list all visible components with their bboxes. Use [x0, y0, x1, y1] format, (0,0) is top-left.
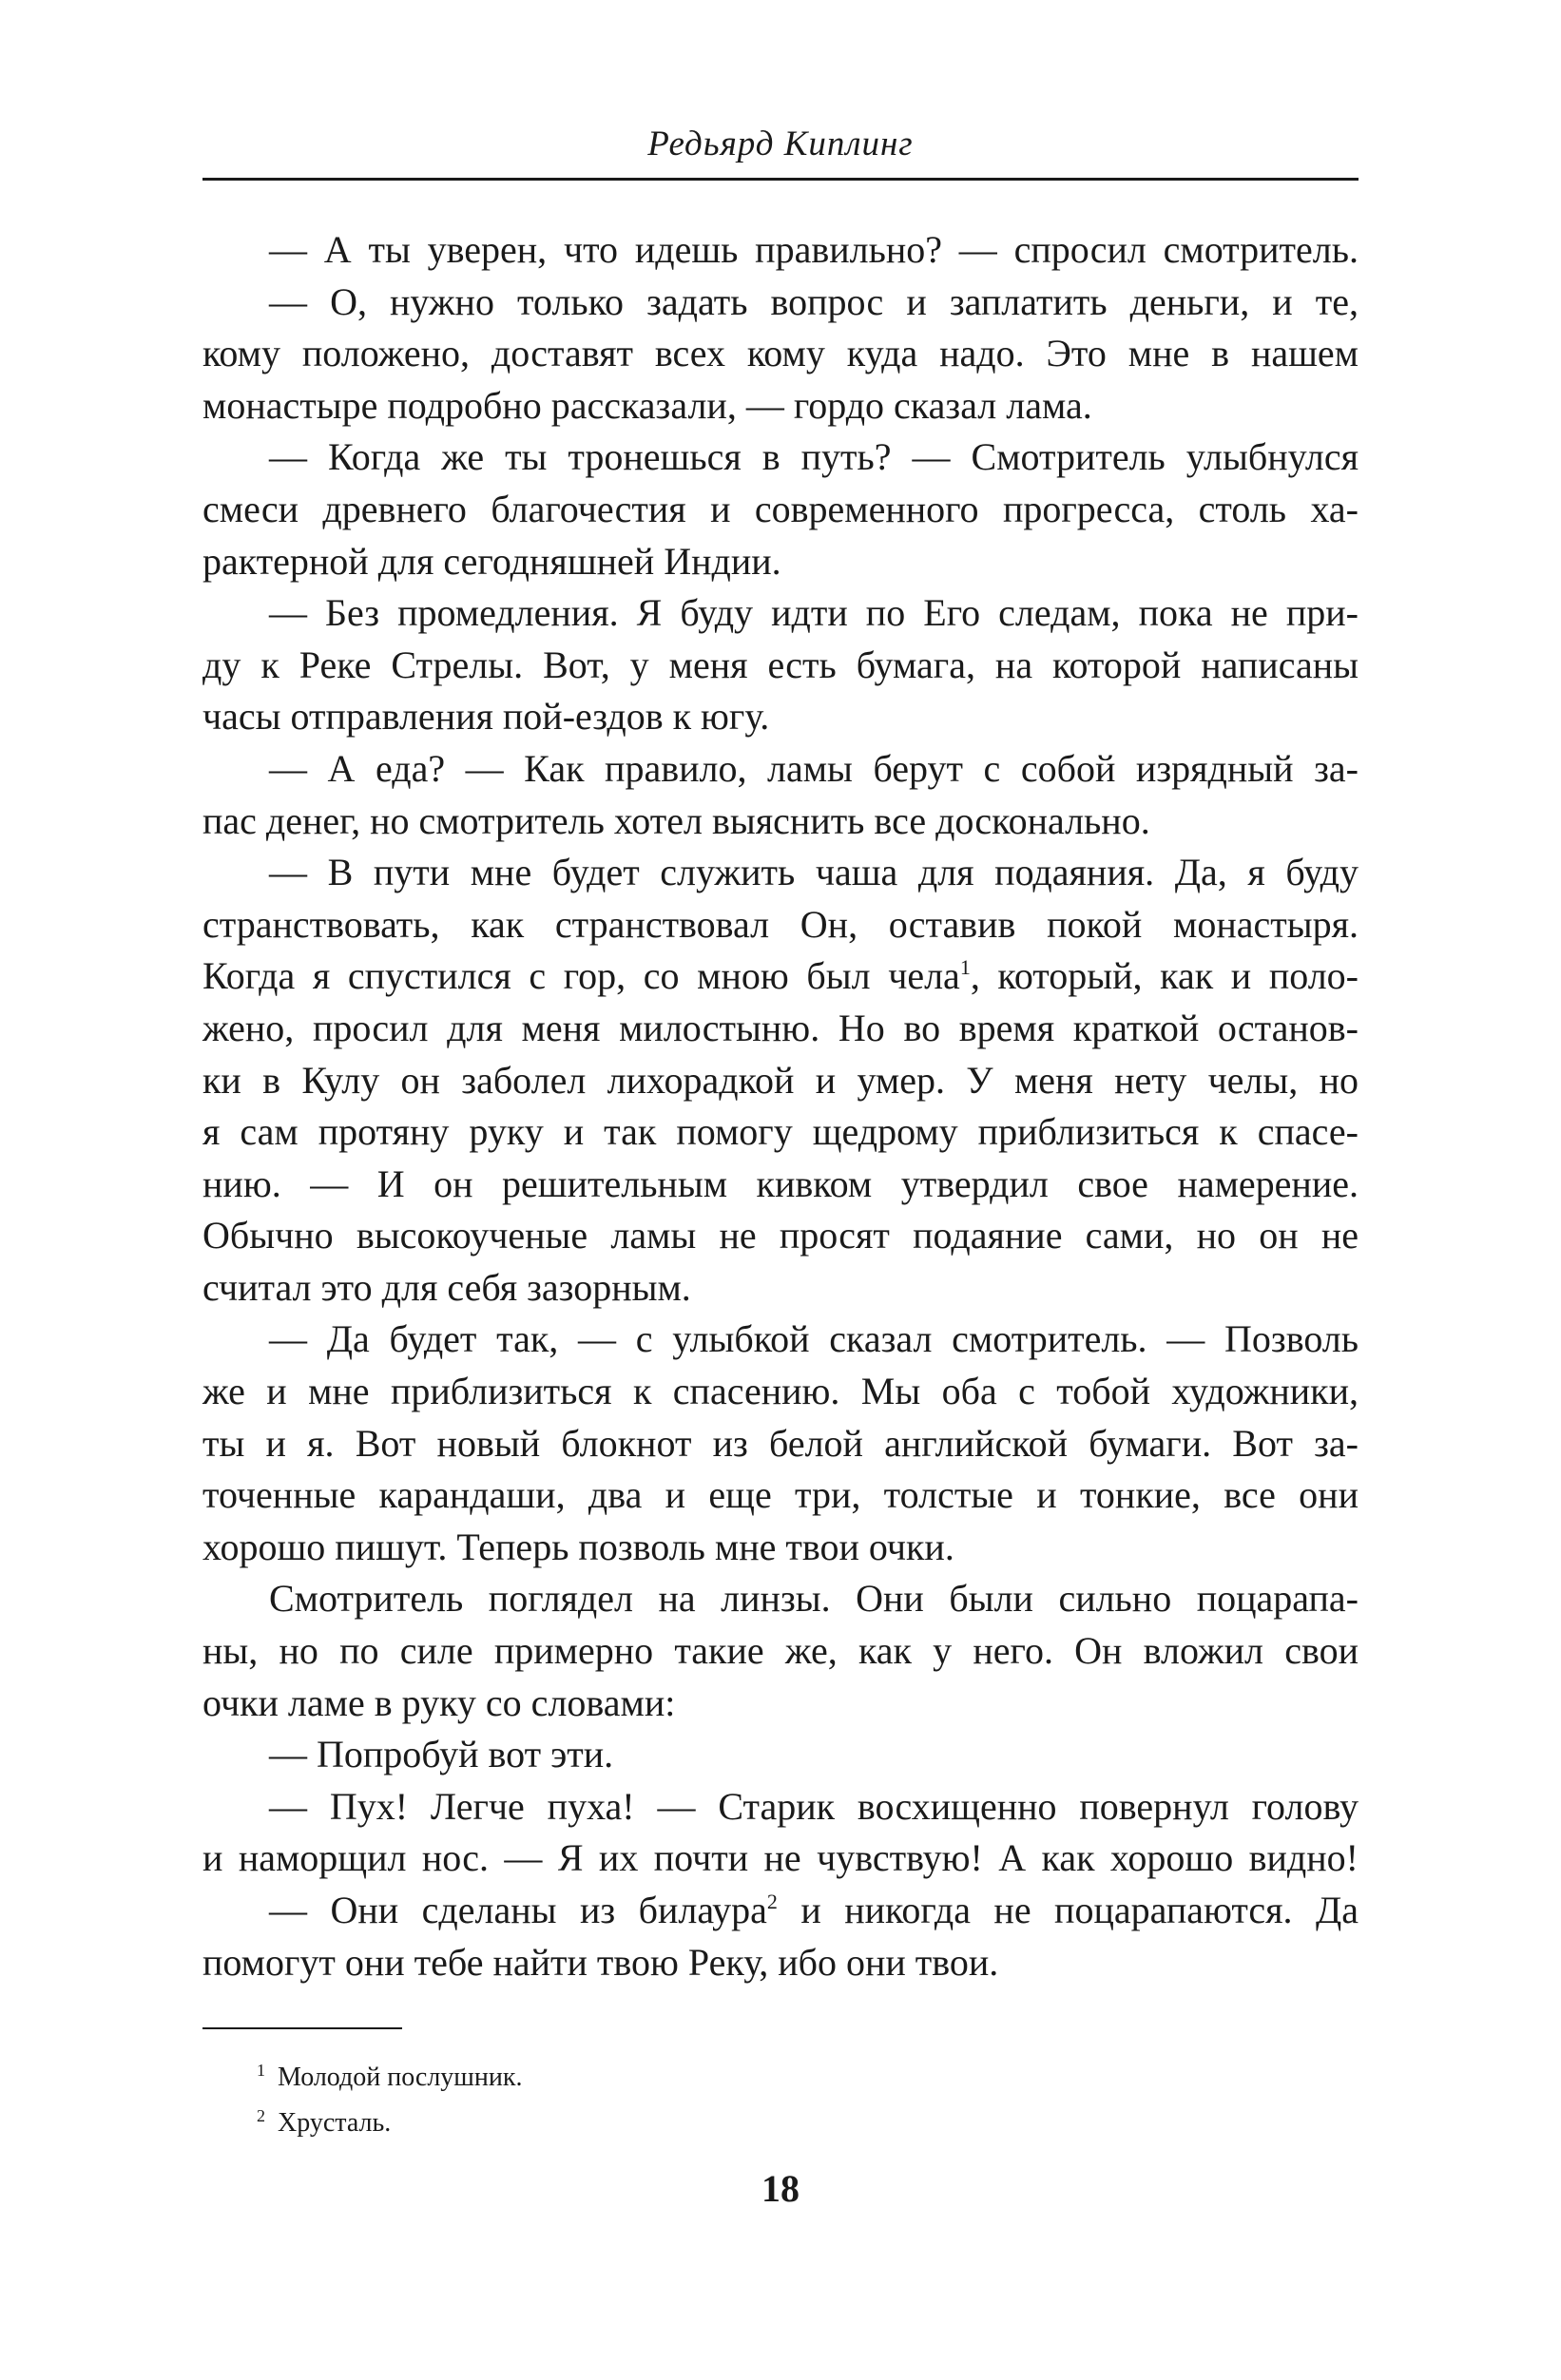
- text-line: [202, 950, 1359, 1003]
- header-rule: [202, 178, 1359, 181]
- text-line: рактерной для сегодняшней Индии.: [202, 539, 781, 583]
- text-line: очки ламе в руку со словами:: [202, 1680, 676, 1724]
- text-line: ны, но по силе примерно такие же, как у него. Он вложил свои: [202, 1629, 1359, 1673]
- text-line: — Без промедления. Я буду идти по Его следам, пока не при-: [269, 591, 1359, 635]
- text-line: — Пух! Легче пуха! — Старик восхищенно повернул голову: [269, 1784, 1359, 1828]
- footnote-ref-2[interactable]: 2: [766, 1890, 778, 1913]
- footnote-number: 2: [257, 2106, 265, 2125]
- text-line: — Попробуй вот эти.: [269, 1733, 614, 1776]
- text-line: монастыре подробно рассказали, — гордо сказал лама.: [202, 383, 1092, 427]
- text-fragment: , который, как и поло-: [970, 954, 1359, 998]
- footnote-1: [257, 2051, 1302, 2097]
- text-line: помогут они тебе найти твою Реку, ибо они твои.: [202, 1940, 999, 1984]
- text-line: — О, нужно только задать вопрос и заплатить деньги, и те,: [269, 279, 1359, 323]
- text-line: жено, просил для меня милостыню. Но во время краткой останов-: [202, 1006, 1359, 1049]
- footnotes: [257, 2051, 1302, 2142]
- text-line: пас денег, но смотритель хотел выяснить все досконально.: [202, 798, 1150, 842]
- footnote-text: Хрусталь.: [278, 2108, 392, 2138]
- text-line: — Да будет так, — с улыбкой сказал смотритель. — Позволь: [269, 1317, 1359, 1361]
- running-title: Редьярд Киплинг: [647, 125, 914, 163]
- text-line: странствовать, как странствовал Он, оставив покой монастыря.: [202, 902, 1359, 946]
- text-line: кому положено, доставят всех кому куда надо. Это мне в нашем: [202, 332, 1359, 375]
- text-line: ты и я. Вот новый блокнот из белой английской бумаги. Вот за-: [202, 1421, 1359, 1465]
- text-fragment: — Они сделаны из билаура: [269, 1889, 767, 1931]
- footnote-2: [257, 2097, 1302, 2142]
- text-line: — А ты уверен, что идешь правильно? — спросил смотритель.: [269, 228, 1359, 271]
- text-line: Обычно высокоученые ламы не просят подаяние сами, но он не: [202, 1214, 1359, 1257]
- text-line: ки в Кулу он заболел лихорадкой и умер. У меня нету челы, но: [202, 1058, 1359, 1102]
- text-line: часы отправления пой-ездов к югу.: [202, 695, 770, 739]
- text-line: нию. — И он решительным кивком утвердил свое намерение.: [202, 1161, 1359, 1205]
- text-line: и наморщил нос. — Я их почти не чувствую! А как хорошо видно!: [202, 1836, 1359, 1880]
- text-line: — А еда? — Как правило, ламы берут с собой изрядный за-: [269, 746, 1359, 790]
- text-line: — Когда же ты тронешься в путь? — Смотритель улыбнулся: [269, 435, 1359, 479]
- footnote-text: Молодой послушник.: [278, 2063, 523, 2092]
- footnote-ref-1[interactable]: 1: [959, 955, 971, 980]
- text-line: я сам протяну руку и так помогу щедрому приблизиться к спасе-: [202, 1110, 1359, 1154]
- text-line: смеси древнего благочестия и современного прогресса, столь ха-: [202, 487, 1359, 530]
- text-line: ду к Реке Стрелы. Вот, у меня есть бумага, на которой написаны: [202, 643, 1359, 686]
- text-line: — В пути мне будет служить чаша для подаяния. Да, я буду: [269, 851, 1359, 894]
- footnote-rule: [202, 2027, 402, 2029]
- text-line: же и мне приблизиться к спасению. Мы оба с тобой художники,: [202, 1370, 1359, 1413]
- page-number: 18: [761, 2167, 800, 2210]
- body-text: [202, 224, 1359, 1988]
- text-fragment: и никогда не поцарапаются. Да: [777, 1889, 1359, 1931]
- text-line: [202, 1885, 1359, 1937]
- text-line: считал это для себя зазорным.: [202, 1265, 691, 1309]
- text-line: Смотритель поглядел на линзы. Они были сильно поцарапа-: [269, 1577, 1359, 1621]
- text-fragment: Когда я спустился с гор, со мною был чела: [202, 954, 960, 998]
- text-line: хорошо пишут. Теперь позволь мне твои очки.: [202, 1525, 954, 1568]
- text-line: точенные карандаши, два и еще три, толстые и тонкие, все они: [202, 1473, 1359, 1517]
- footnote-number: 1: [257, 2061, 265, 2080]
